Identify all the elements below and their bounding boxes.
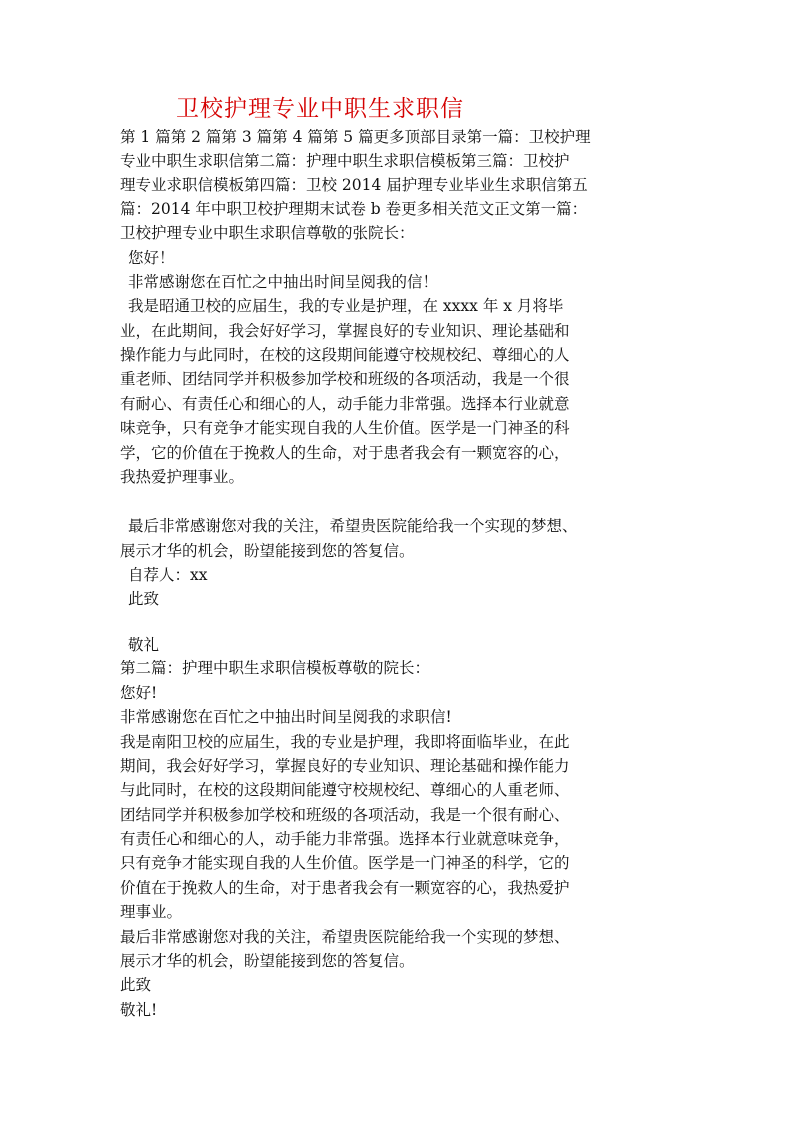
text-line: 只有竞争才能实现自我的人生价值。医学是一门神圣的科学，它的	[120, 854, 570, 872]
greeting-line: 您好！	[128, 249, 175, 267]
text-line: 期间，我会好好学习，掌握良好的专业知识、理论基础和操作能力	[120, 757, 570, 775]
signature-line: 自荐人：xx	[128, 566, 208, 584]
text-line: 味竞争，只有竞争才能实现自我的人生价值。医学是一门神圣的科	[120, 419, 570, 437]
paragraph-first-line: 最后非常感谢您对我的关注，希望贵医院能给我一个实现的梦想、	[128, 517, 578, 535]
text-line: 有责任心和细心的人，动手能力非常强。选择本行业就意味竞争，	[120, 830, 570, 848]
closing-line: 此致	[120, 976, 152, 994]
closing-line: 此致	[128, 590, 160, 608]
text-line: 操作能力与此同时，在校的这段期间能遵守校规校纪、尊细心的人	[120, 346, 570, 364]
text-line: 展示才华的机会，盼望能接到您的答复信。	[120, 542, 415, 560]
text-line: 非常感谢您在百忙之中抽出时间呈阅我的信！	[128, 273, 439, 291]
text-line: 价值在于挽救人的生命，对于患者我会有一颗宽容的心，我热爱护	[120, 879, 570, 897]
text-line: 理事业。	[120, 903, 183, 921]
text-line: 展示才华的机会，盼望能接到您的答复信。	[120, 952, 415, 970]
text-line: 第 1 篇第 2 篇第 3 篇第 4 篇第 5 篇更多顶部目录第一篇：卫校护理	[120, 128, 591, 146]
paragraph-first-line: 我是昭通卫校的应届生，我的专业是护理，在 xxxx 年 x 月将毕	[128, 297, 564, 315]
text-line: 非常感谢您在百忙之中抽出时间呈阅我的求职信!	[120, 708, 452, 726]
closing-line: 敬礼	[128, 636, 160, 654]
section-heading-line: 第二篇：护理中职生求职信模板尊敬的院长：	[120, 659, 431, 677]
document-title: 卫校护理专业中职生求职信	[176, 96, 464, 122]
paragraph-first-line: 我是南阳卫校的应届生，我的专业是护理，我即将面临毕业，在此	[120, 733, 570, 751]
text-line: 业，在此期间，我会好好学习，掌握良好的专业知识、理论基础和	[120, 322, 570, 340]
text-line: 有耐心、有责任心和细心的人，动手能力非常强。选择本行业就意	[120, 395, 570, 413]
greeting-line: 您好!	[120, 684, 158, 702]
text-line: 理专业求职信模板第四篇：卫校 2014 届护理专业毕业生求职信第五	[120, 176, 588, 194]
text-line: 我热爱护理事业。	[120, 468, 245, 486]
text-line: 篇：2014 年中职卫校护理期末试卷 b 卷更多相关范文正文第一篇：	[120, 200, 588, 218]
text-line: 学，它的价值在于挽救人的生命，对于患者我会有一颗宽容的心，	[120, 444, 570, 462]
text-line: 专业中职生求职信第二篇：护理中职生求职信模板第三篇：卫校护	[120, 152, 570, 170]
paragraph-first-line: 最后非常感谢您对我的关注，希望贵医院能给我一个实现的梦想、	[120, 928, 570, 946]
text-line: 重老师、团结同学并积极参加学校和班级的各项活动，我是一个很	[120, 370, 570, 388]
text-line: 团结同学并积极参加学校和班级的各项活动，我是一个很有耐心、	[120, 806, 570, 824]
closing-line: 敬礼!	[120, 1001, 158, 1019]
text-line: 卫校护理专业中职生求职信尊敬的张院长：	[120, 224, 415, 242]
text-line: 与此同时，在校的这段期间能遵守校规校纪、尊细心的人重老师、	[120, 781, 570, 799]
